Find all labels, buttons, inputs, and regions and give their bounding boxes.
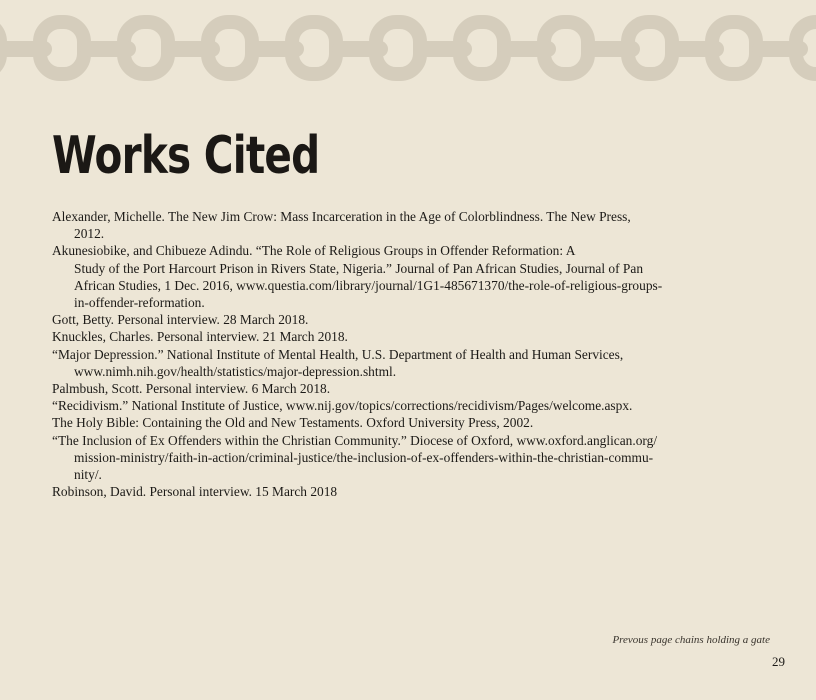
- works-cited-list: [52, 208, 720, 500]
- citation-entry: “The Inclusion of Ex Offenders within the Christian Community.” Diocese of Oxford, www.oxford.anglican.org/ mission-ministry/faith-in-action/criminal-justice/the-inclusion-of-ex-offenders-within-the-christian-commu- nity/.: [52, 432, 658, 483]
- page-title: Works Cited: [52, 126, 320, 186]
- page-number: 29: [772, 654, 785, 669]
- citation-entry: “Recidivism.” National Institute of Justice, www.nij.gov/topics/corrections/recidivism/Pages/welcome.aspx.: [52, 398, 633, 414]
- citation-entry: The Holy Bible: Containing the Old and New Testaments. Oxford University Press, 2002.: [52, 415, 534, 431]
- citation-entry: Robinson, David. Personal interview. 15 March 2018: [52, 484, 338, 500]
- citation-entry: Gott, Betty. Personal interview. 28 March 2018.: [52, 312, 309, 328]
- chain-border-decoration: [0, 0, 816, 95]
- citation-entry: Palmbush, Scott. Personal interview. 6 March 2018.: [52, 381, 331, 397]
- citation-entry: Akunesiobike, and Chibueze Adindu. “The Role of Religious Groups in Offender Reformation: A Study of the Port Harcourt Prison in Rivers State, Nigeria.” Journal of Pan African Studies, Journal of Pan African Studies, 1 Dec. 2016, www.questia.com/library/journal/1G1-485671370/the-role-of-religious-groups- in-offender-reformation.: [52, 243, 663, 311]
- citation-entry: Alexander, Michelle. The New Jim Crow: Mass Incarceration in the Age of Colorblindness. The New Press, 2012.: [52, 209, 631, 242]
- image-caption: Prevous page chains holding a gate: [612, 634, 770, 646]
- citation-entry: Knuckles, Charles. Personal interview. 21 March 2018.: [52, 329, 348, 345]
- citation-entry: “Major Depression.” National Institute of Mental Health, U.S. Department of Health and Human Services, www.nimh.nih.gov/health/statistics/major-depression.shtml.: [52, 346, 624, 379]
